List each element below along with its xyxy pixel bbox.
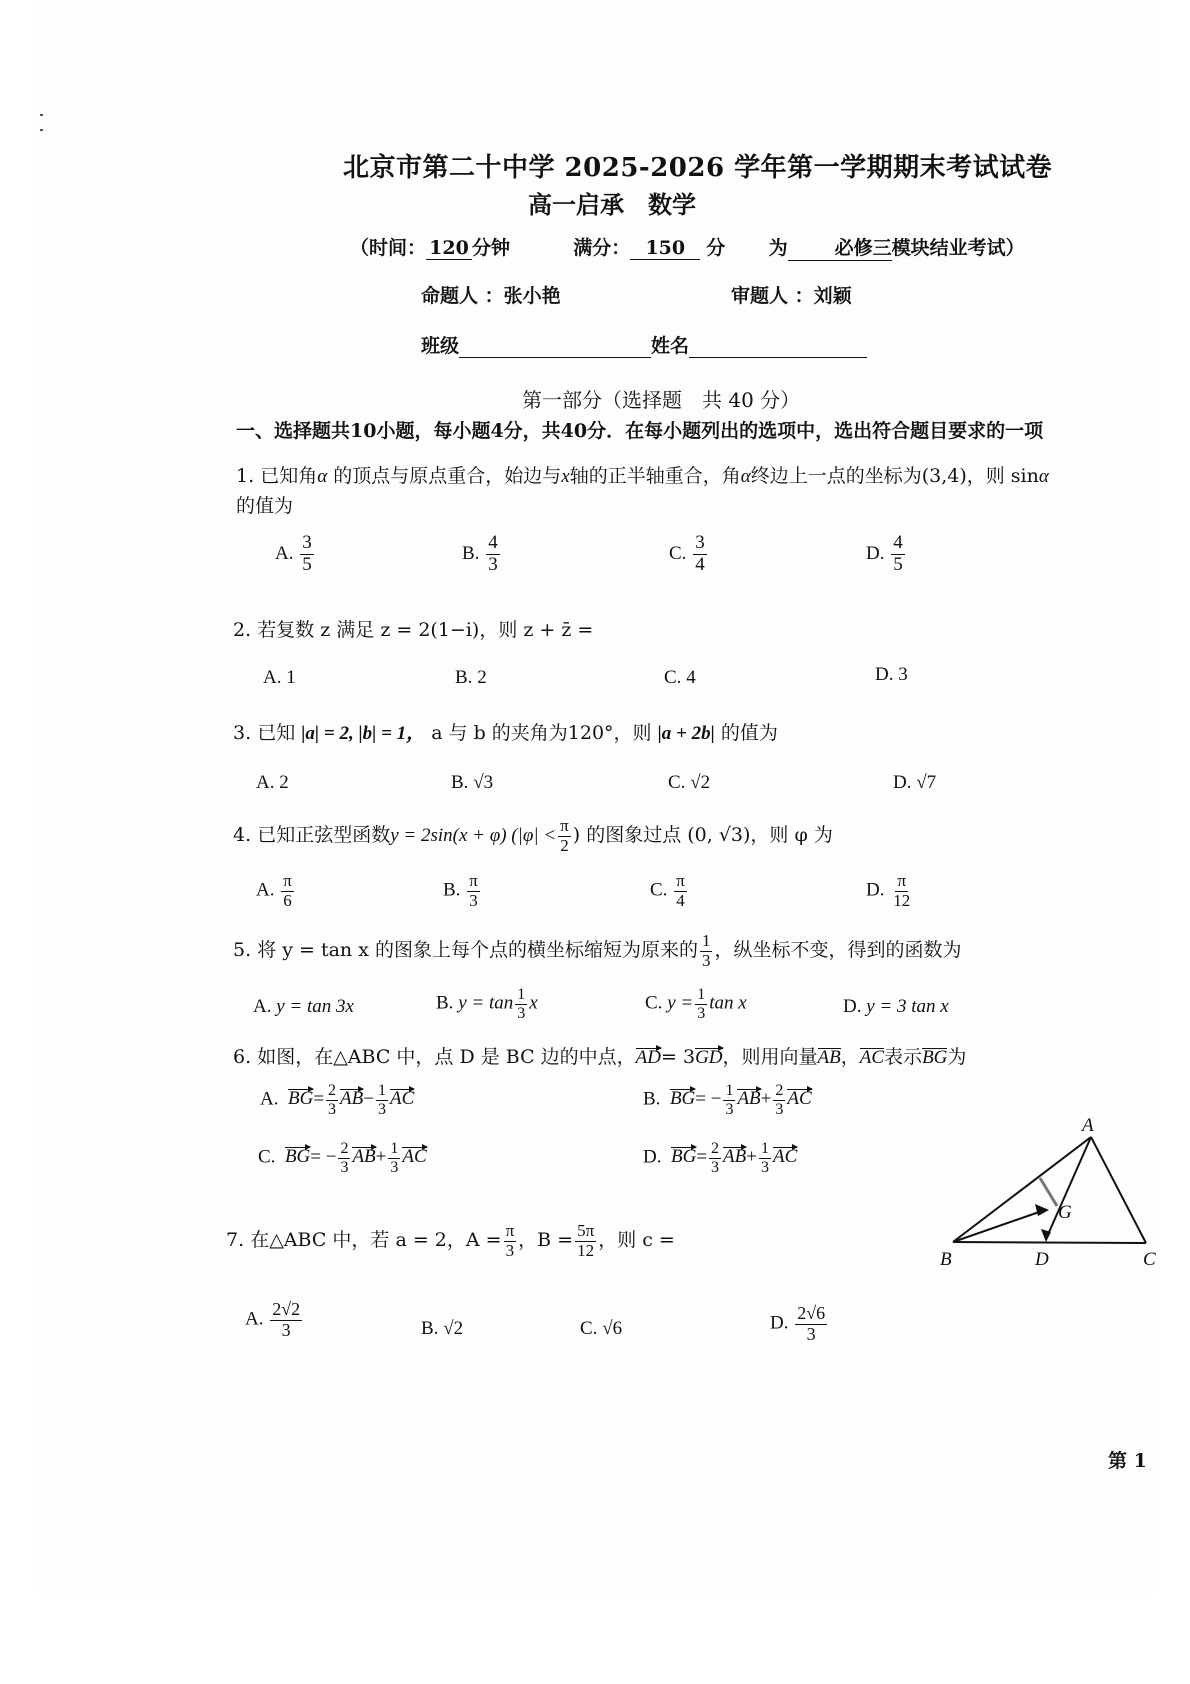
label-b: B (940, 1249, 952, 1270)
construction-line (1040, 1178, 1057, 1206)
side-ab (953, 1137, 1091, 1242)
q3-option-c[interactable]: C. √2 (668, 772, 711, 793)
label-d: D (1035, 1249, 1049, 1270)
question-7: 7. 在△ABC 中，若 a = 2，A = $\frac{\pi}{3}$ ，B = $\frac{5\pi}{12}$ ，则 c = (226, 1221, 675, 1260)
q1-option-b[interactable]: B. $\frac{4}{3}$ (462, 532, 498, 575)
class-name-line (421, 331, 867, 358)
author: 命题人 ：张小艳 (421, 285, 561, 307)
label-a: A (1082, 1115, 1094, 1136)
exam-title: 北京市第二十中学 2025-2026 学年第一学期期末考试试卷 (343, 153, 1053, 183)
median-ad (1046, 1137, 1091, 1239)
reviewer: 审题人 ：刘颖 (731, 285, 852, 307)
q2-option-c[interactable]: C. 4 (664, 667, 696, 688)
q2-option-d[interactable]: D. 3 (875, 664, 908, 685)
q2-option-b[interactable]: B. 2 (455, 667, 487, 688)
q5-option-c[interactable]: C. y = $\frac{1}{3}$ tan x (645, 986, 747, 1022)
q1-option-d[interactable]: D. $\frac{4}{5}$ (866, 532, 903, 575)
for-label: 为 (768, 237, 788, 259)
class-input[interactable] (459, 337, 651, 358)
q7-option-b[interactable]: B. √2 (421, 1318, 464, 1339)
part1-heading: 第一部分（选择题 共 40 分） (522, 388, 801, 412)
q4-option-c[interactable]: C. $\frac{\pi}{4}$ (650, 871, 685, 910)
score-unit: 分 (706, 237, 726, 259)
name-label: 姓名 (651, 335, 690, 357)
module-suffix: 模块结业考试） (891, 237, 1025, 259)
q6-option-a[interactable]: A. BG= $\frac{2}{3}$ AB− $\frac{1}{3}$ AC (260, 1082, 415, 1118)
q5-option-a[interactable]: A. y = tan 3x (253, 996, 354, 1017)
q6-option-c[interactable]: C. BG= − $\frac{2}{3}$ AB+ $\frac{1}{3}$ AC (258, 1140, 427, 1176)
question-5: 5. 将 y = tan x 的图象上每个点的横坐标缩短为原来的 $\frac{1}{3}$ ，纵坐标不变，得到的函数为 (233, 931, 962, 970)
label-g: G (1058, 1202, 1072, 1223)
question-2: 2. 若复数 z 满足 z = 2(1−i)，则 z + z̄ = (233, 619, 594, 641)
exam-info-line (350, 233, 1025, 261)
q3-option-d[interactable]: D. √7 (893, 772, 937, 793)
question-3: 3. 已知 |a| = 2, |b| = 1， a 与 b 的夹角为120°，则 |a + 2b| 的值为 (233, 722, 778, 744)
question-1: 1. 已知角α 的顶点与原点重合，始边与x轴的正半轴重合，角α终边上一点的坐标为(3,4)，则 sinα (236, 465, 1049, 487)
exam-subtitle: 高一启承 数学 (528, 190, 696, 219)
question-1-line2: 的值为 (236, 495, 294, 517)
time-label: （时间： (350, 237, 427, 259)
page-number: 第 1 (1108, 1450, 1147, 1472)
side-bc (953, 1242, 1146, 1243)
q7-option-a[interactable]: A. $\frac{2√2}{3}$ (245, 1299, 301, 1340)
q1-option-c[interactable]: C. $\frac{3}{4}$ (669, 532, 705, 575)
q2-option-a[interactable]: A. 1 (263, 667, 296, 688)
name-input[interactable] (689, 337, 867, 358)
vector-bg (953, 1211, 1042, 1242)
question-6: 6. 如图，在△ABC 中，点 D 是 BC 边的中点，AD= 3GD，则用向量AB，AC表示BG为 (233, 1046, 967, 1068)
q7-option-d[interactable]: D. $\frac{2√6}{3}$ (770, 1303, 826, 1344)
q4-option-d[interactable]: D. $\frac{\pi}{12}$ (866, 871, 911, 910)
scan-mark (40, 114, 43, 116)
q4-option-b[interactable]: B. $\frac{\pi}{3}$ (443, 871, 478, 910)
score-value: 150 (630, 237, 700, 260)
score-label: 满分： (573, 237, 631, 259)
q6-option-d[interactable]: D. BG= $\frac{2}{3}$ AB+ $\frac{1}{3}$ AC (643, 1140, 798, 1176)
module-value: 必修三 (788, 233, 892, 261)
q7-option-c[interactable]: C. √6 (580, 1318, 623, 1339)
q5-option-d[interactable]: D. y = 3 tan x (843, 996, 949, 1017)
triangle-figure (940, 1115, 1170, 1275)
side-ac (1091, 1137, 1146, 1243)
arrow-head-bg (1035, 1204, 1049, 1216)
q5-option-b[interactable]: B. y = tan $\frac{1}{3}$ x (436, 986, 538, 1022)
class-label: 班级 (421, 335, 460, 357)
part1-instructions: 一、选择题共10小题，每小题4分，共40分．在每小题列出的选项中，选出符合题目要求的一项 (236, 420, 1044, 442)
label-c: C (1143, 1249, 1156, 1270)
q3-option-a[interactable]: A. 2 (256, 772, 289, 793)
scan-mark (40, 129, 43, 131)
q1-option-a[interactable]: A. $\frac{3}{5}$ (275, 532, 312, 575)
q3-option-b[interactable]: B. √3 (451, 772, 494, 793)
question-4: 4. 已知正弦型函数y = 2sin(x + φ) (|φ| < $\frac{\pi}{2}$ ) 的图象过点 (0, √3)，则 φ 为 (233, 816, 833, 855)
time-unit: 分钟 (472, 237, 511, 259)
q4-option-a[interactable]: A. $\frac{\pi}{6}$ (256, 871, 292, 910)
time-value: 120 (426, 237, 472, 260)
q6-option-b[interactable]: B. BG= − $\frac{1}{3}$ AB+ $\frac{2}{3}$ AC (643, 1082, 812, 1118)
